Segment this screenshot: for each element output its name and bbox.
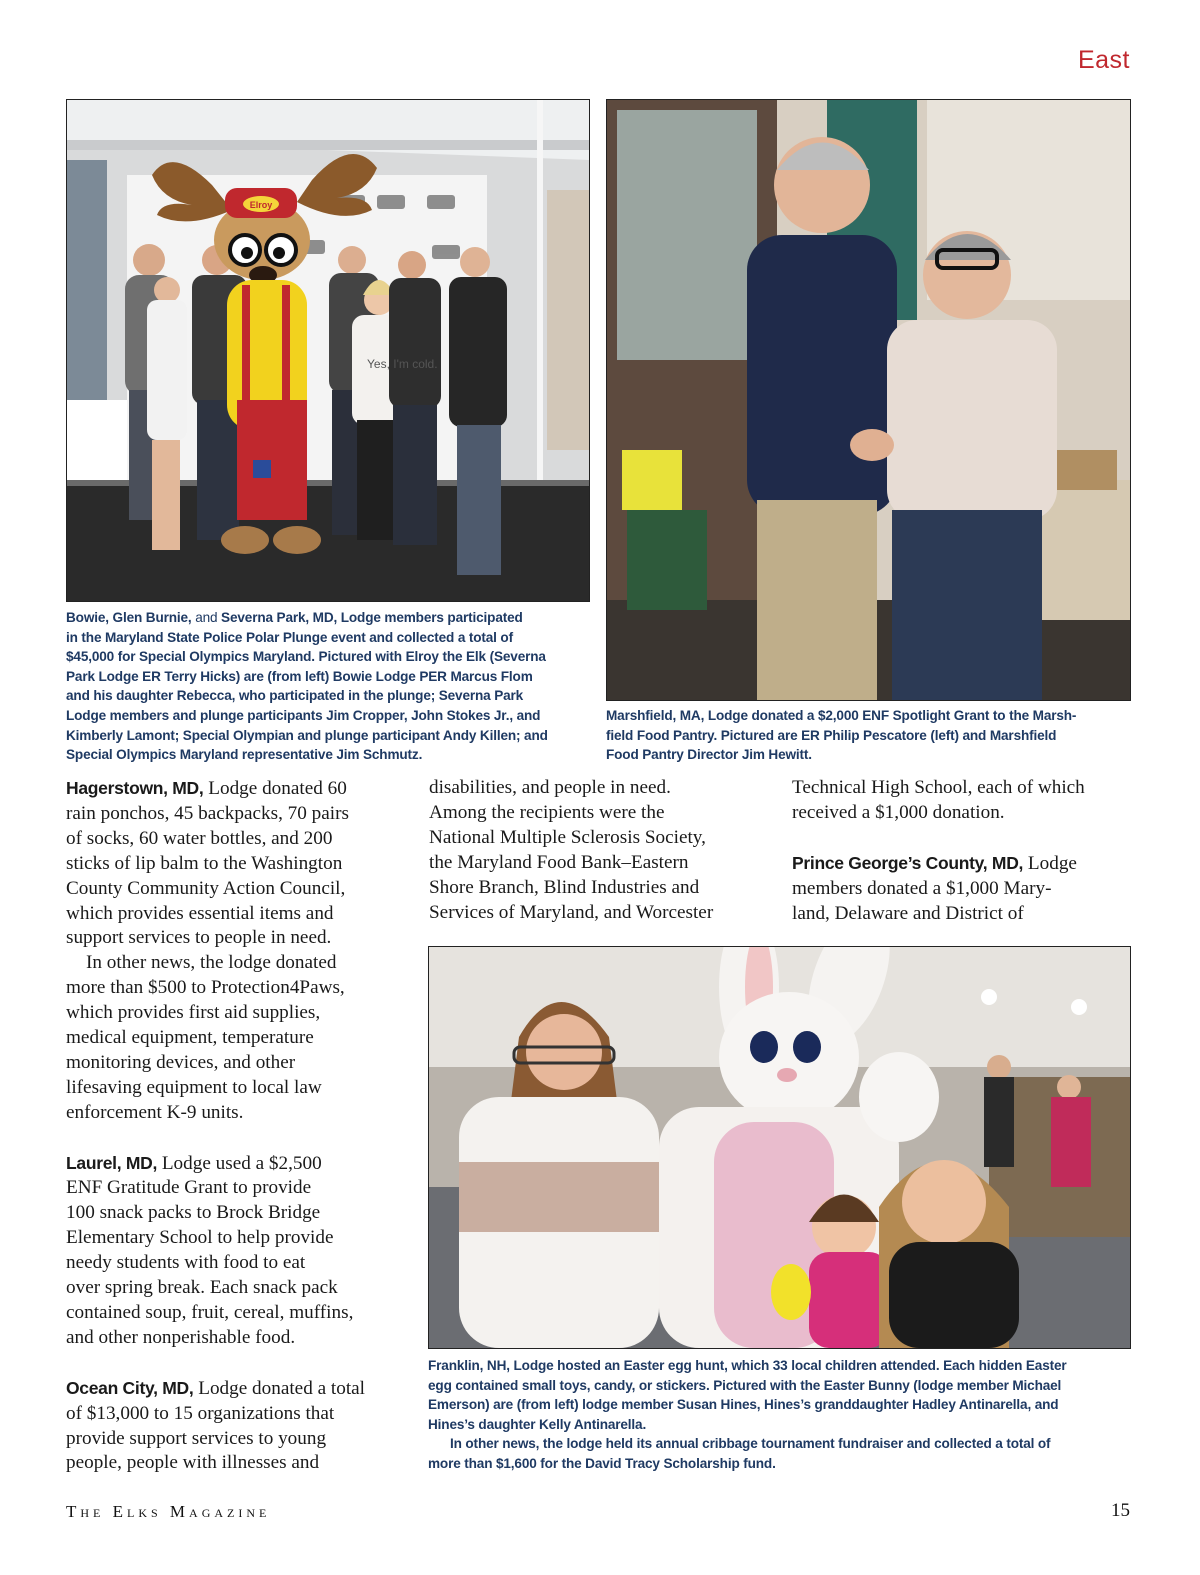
caption-text: more than $1,600 for the David Tracy Scholarship fund. (428, 1455, 776, 1471)
caption-text: Hines’s daughter Kelly Antinarella. (428, 1416, 647, 1432)
caption-text: in the Maryland State Police Polar Plunge event and collected a total of (66, 629, 513, 645)
article-text: of $13,000 to 15 organizations that (66, 1402, 335, 1424)
caption-text: Food Pantry Director Jim Hewitt. (606, 747, 812, 763)
article-text: Lodge (1023, 852, 1077, 874)
caption-lead: Marshfield, MA, (606, 708, 705, 723)
caption-text: Lodge members participated (337, 610, 523, 625)
article-text: County Community Action Council, (66, 877, 346, 899)
article-text: National Multiple Sclerosis Society, (429, 826, 706, 848)
caption-text: In other news, the lodge held its annual cribbage tournament fundraiser and collected a total of (450, 1436, 1051, 1452)
caption-and: and (191, 610, 222, 625)
caption-franklin (428, 1356, 1067, 1474)
section-label: East (1077, 46, 1130, 74)
body-column-3 (792, 776, 1137, 926)
article-lead-ocean-city: Ocean City, MD, (66, 1377, 194, 1398)
caption-polar-plunge (66, 608, 548, 765)
caption-text: Lodge members and plunge participants Jim Cropper, John Stokes Jr., and (66, 707, 541, 723)
article-text: needy students with food to eat (66, 1252, 306, 1274)
caption-text: egg contained small toys, candy, or stickers. Pictured with the Easter Bunny (lodge member Michael (428, 1377, 1062, 1393)
article-text: 100 snack packs to Brock Bridge (66, 1202, 321, 1224)
article-lead-laurel: Laurel, MD, (66, 1152, 158, 1173)
body-column-2 (429, 776, 779, 925)
caption-text: Lodge donated a $2,000 ENF Spotlight Grant to the Marsh- (704, 708, 1077, 723)
article-lead-hagerstown: Hagerstown, MD, (66, 778, 204, 798)
body-column-1 (66, 776, 411, 1476)
article-text: received a $1,000 donation. (792, 801, 1005, 823)
caption-lead: Franklin, NH, (428, 1358, 510, 1373)
article-text: Services of Maryland, and Worcester (429, 901, 714, 923)
article-text: enforcement K-9 units. (66, 1101, 244, 1123)
article-text: medical equipment, temperature (66, 1027, 314, 1049)
caption-text: Kimberly Lamont; Special Olympian and plunge participant Andy Killen; and (66, 727, 548, 743)
caption-text: Park Lodge ER Terry Hicks) are (from left) Bowie Lodge PER Marcus Flom (66, 668, 533, 684)
article-text: disabilities, and people in need. (429, 777, 671, 798)
article-text: ENF Gratitude Grant to provide (66, 1177, 312, 1199)
article-text: of socks, 60 water bottles, and 200 (66, 827, 333, 849)
article-text: In other news, the lodge donated (86, 952, 337, 974)
article-text: contained soup, fruit, cereal, muffins, (66, 1302, 354, 1324)
article-text: which provides first aid supplies, (66, 1002, 321, 1024)
caption-marshfield (606, 706, 1076, 765)
caption-text: field Food Pantry. Pictured are ER Philip Pescatore (left) and Marshfield (606, 727, 1057, 743)
article-text: people, people with illnesses and (66, 1452, 320, 1474)
article-text: the Maryland Food Bank–Eastern (429, 851, 689, 873)
article-lead-prince-georges: Prince George’s County, MD, (792, 852, 1024, 873)
article-text: Elementary School to help provide (66, 1227, 334, 1249)
caption-lead-2: Severna Park, MD, (221, 610, 338, 625)
caption-lead: Bowie, Glen Burnie, (66, 610, 192, 625)
photo-marshfield (606, 99, 1131, 701)
article-text: Lodge donated a total (193, 1377, 366, 1399)
article-text: sticks of lip balm to the Washington (66, 852, 343, 874)
article-text: members donated a $1,000 Mary- (792, 877, 1052, 899)
article-text: monitoring devices, and other (66, 1051, 296, 1073)
article-text: and other nonperishable food. (66, 1326, 296, 1348)
caption-text: Lodge hosted an Easter egg hunt, which 33 local children attended. Each hidden Easter (509, 1358, 1067, 1373)
shirt-text: Yes, I'm cold. (367, 357, 438, 371)
article-text: provide support services to young (66, 1427, 327, 1449)
article-text: support services to people in need. (66, 927, 332, 949)
caption-text: and his daughter Rebecca, who participated in the plunge; Severna Park (66, 688, 524, 704)
caption-text: $45,000 for Special Olympics Maryland. Pictured with Elroy the Elk (Severna (66, 649, 546, 665)
article-text: Technical High School, each of which (792, 777, 1085, 798)
article-text: Among the recipients were the (429, 801, 665, 823)
page-number: 15 (1111, 1500, 1130, 1521)
article-text: more than $500 to Protection4Paws, (66, 977, 345, 999)
article-text: over spring break. Each snack pack (66, 1277, 338, 1299)
article-text: lifesaving equipment to local law (66, 1076, 322, 1098)
magazine-title: The Elks Magazine (66, 1502, 271, 1521)
article-text: Lodge used a $2,500 (157, 1152, 322, 1174)
article-text: Lodge donated 60 (203, 778, 347, 799)
article-text: rain ponchos, 45 backpacks, 70 pairs (66, 802, 349, 824)
photo-franklin (428, 946, 1131, 1349)
caption-text: Emerson) are (from left) lodge member Susan Hines, Hines’s granddaughter Hadley Antinarella, and (428, 1397, 1059, 1413)
photo-polar-plunge (66, 99, 590, 602)
article-text: land, Delaware and District of (792, 902, 1024, 924)
article-text: which provides essential items and (66, 902, 334, 924)
caption-text: Special Olympics Maryland representative Jim Schmutz. (66, 747, 423, 763)
article-text: Shore Branch, Blind Industries and (429, 876, 700, 898)
mascot-cap-text: Elroy (249, 200, 273, 210)
